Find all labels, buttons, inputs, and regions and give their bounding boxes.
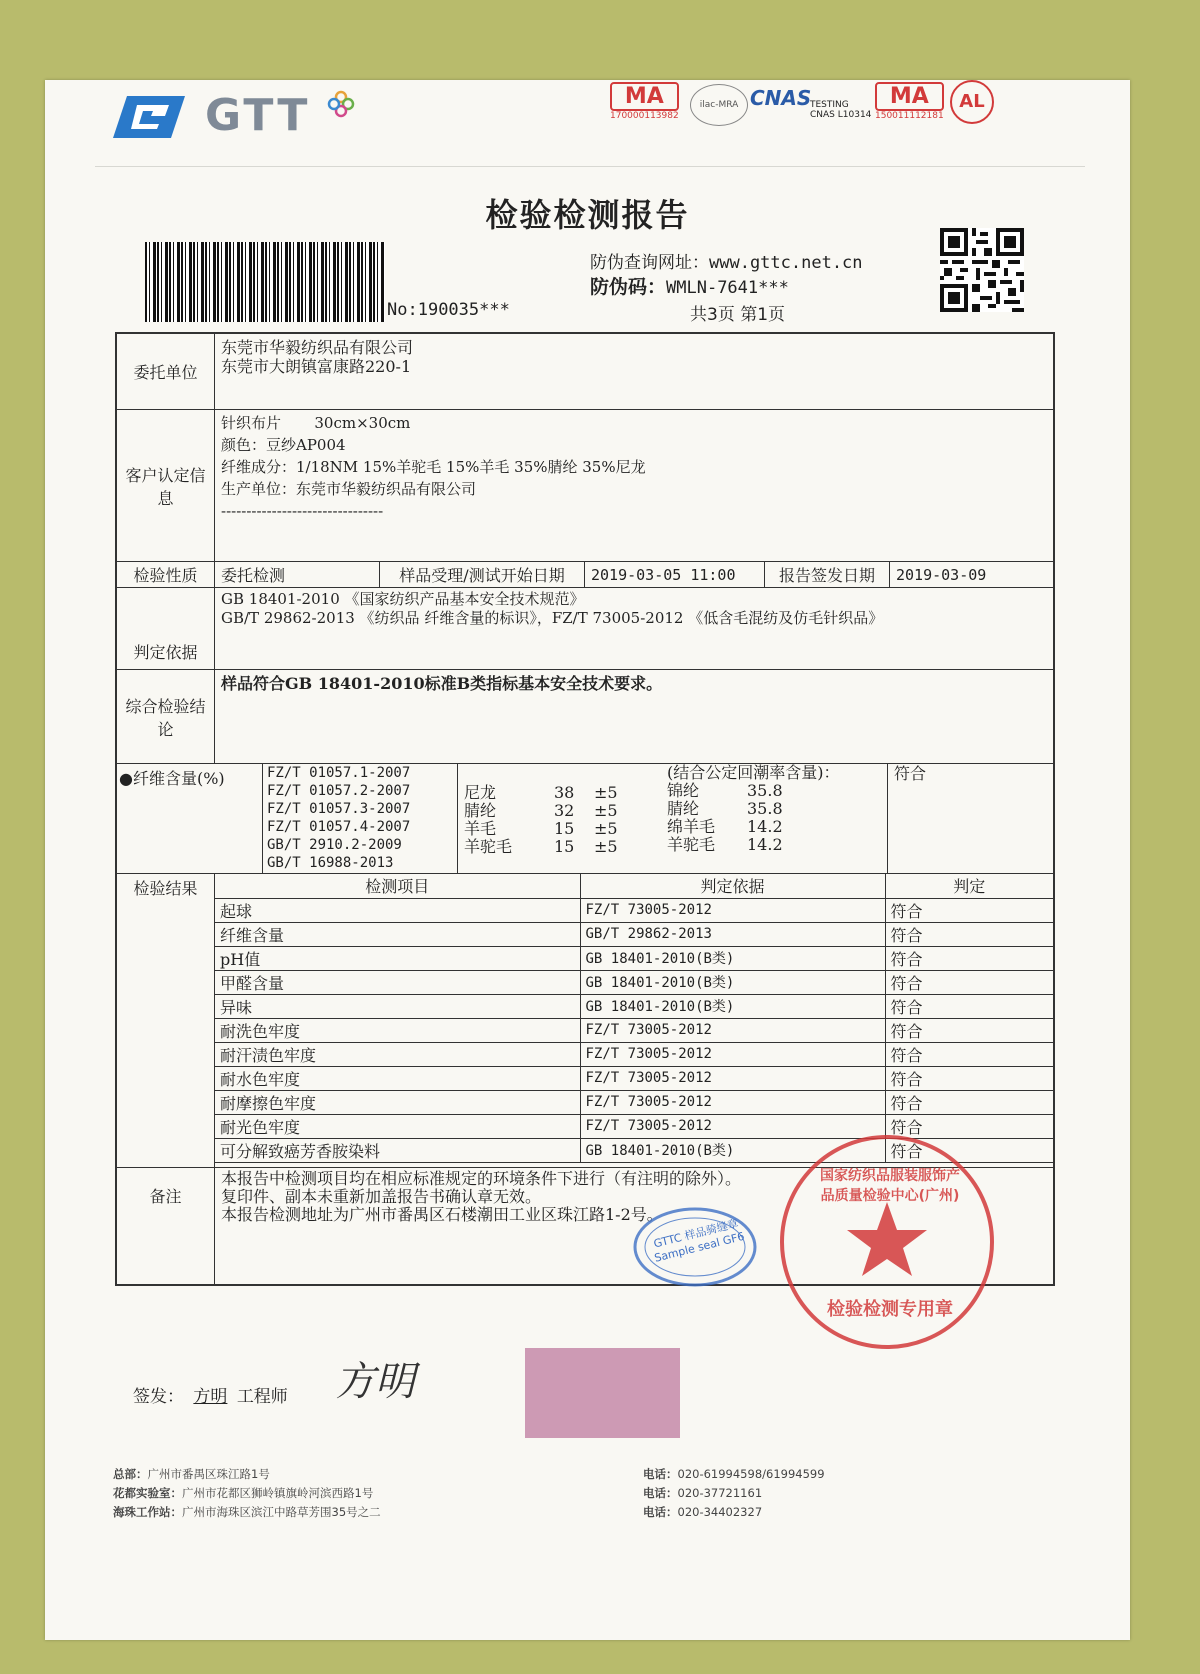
fiber-entry: 腈纶 32 ±5: [464, 801, 618, 820]
result-verdict: 符合: [885, 898, 1053, 922]
handwritten-signature: 方明: [335, 1359, 415, 1405]
ilac-mra-mark: ilac-MRA: [690, 84, 748, 126]
fiber-label: ●纤维含量(%): [117, 764, 263, 873]
fiber-row: [117, 764, 1053, 874]
sample-info: [215, 410, 652, 561]
sample-row: [117, 410, 1053, 562]
result-row: [215, 898, 1053, 922]
header-verdict: 判定: [885, 874, 1053, 898]
result-verdict: 符合: [885, 946, 1053, 970]
result-verdict: 符合: [885, 994, 1053, 1018]
header-divider: [95, 166, 1085, 167]
moisture-entry: 羊驼毛 14.2: [667, 835, 783, 854]
cal-mark: AL: [950, 80, 994, 124]
moisture-title: (结合公定回潮率含量)：: [667, 763, 840, 782]
result-basis: GB/T 29862-2013: [580, 922, 885, 946]
basis-line-1: GB 18401-2010 《国家纺织产品基本安全技术规范》: [221, 590, 585, 608]
remarks-line-3: 本报告检测地址为广州市番禺区石楼潮田工业区珠江路1-2号。: [221, 1205, 663, 1224]
fiber-entry: 尼龙 38 ±5: [464, 783, 618, 802]
header-basis: 判定依据: [580, 874, 885, 898]
result-item: 甲醛含量: [215, 970, 580, 994]
result-basis: FZ/T 73005-2012: [580, 1090, 885, 1114]
result-basis: GB 18401-2010(B类): [580, 1138, 885, 1162]
signer-title: 工程师: [236, 1387, 288, 1407]
client-address: 东莞市大朗镇富康路220-1: [221, 357, 412, 376]
results-table-wrap: [215, 874, 1053, 1167]
result-verdict: 符合: [885, 1042, 1053, 1066]
result-row: [215, 970, 1053, 994]
cma-mark-2: MA 150011112181: [875, 84, 944, 121]
fiber-percentages: [458, 764, 663, 873]
footer-haizhu: 海珠工作站：广州市海珠区滨江中路草芳围35号之二: [113, 1505, 381, 1519]
conclusion-value: 样品符合GB 18401-2010标准B类指标基本安全技术要求。: [221, 674, 663, 693]
result-verdict: 符合: [885, 1066, 1053, 1090]
footer-phone: 电话：020-37721161: [643, 1486, 763, 1500]
cnas-testing-mark: TESTING CNAS L10314: [810, 100, 872, 120]
conclusion-row: [117, 670, 1053, 764]
red-stamp-text: 国家纺织品服装服饰产品质量检验中心(广州): [820, 1168, 960, 1204]
remarks-label: 备注: [117, 1168, 215, 1284]
gtt-logo-icon: [113, 94, 185, 140]
footer-huadu: 花都实验室：广州市花都区狮岭镇旗岭河滨西路1号: [113, 1486, 374, 1500]
fiber-standard: FZ/T 01057.4-2007: [267, 819, 411, 835]
fiber-moisture: [663, 764, 888, 873]
red-stamp-bottom: 检验检测专用章: [827, 1299, 953, 1320]
result-verdict: 符合: [885, 1138, 1053, 1162]
cma-mark-1: MA 170000113982: [610, 84, 679, 121]
result-item: 耐洗色牢度: [215, 1018, 580, 1042]
client-info: [215, 334, 419, 409]
basis-line-2: GB/T 29862-2013 《纺织品 纤维含量的标识》，FZ/T 73005-2012 《低含毛混纺及仿毛针织品》: [221, 609, 884, 627]
result-item: 耐摩擦色牢度: [215, 1090, 580, 1114]
client-label: 委托单位: [117, 334, 215, 409]
result-basis: GB 18401-2010(B类): [580, 970, 885, 994]
issue-date-label: 报告签发日期: [765, 562, 890, 587]
result-verdict: 符合: [885, 922, 1053, 946]
client-name: 东莞市华毅纺织品有限公司: [221, 338, 414, 357]
signature-label: 签发：: [133, 1387, 184, 1407]
fiber-standard: GB/T 2910.2-2009: [267, 837, 402, 853]
result-basis: FZ/T 73005-2012: [580, 1042, 885, 1066]
report-page: [45, 80, 1130, 1640]
sample-line-4: 生产单位：东莞市华毅纺织品有限公司: [221, 480, 477, 498]
result-item: pH值: [215, 946, 580, 970]
signature-line: [133, 1382, 288, 1407]
client-row: [117, 334, 1053, 410]
page-count: 共3页 第1页: [690, 305, 786, 325]
blue-seal-text: GTTC 样品骑缝章 Sample seal GF6: [652, 1216, 746, 1265]
fiber-entry: 羊驼毛 15 ±5: [464, 837, 618, 856]
results-label: 检验结果: [117, 874, 215, 1167]
result-item: 耐光色牢度: [215, 1114, 580, 1138]
remarks-line-1: 本报告中检测项目均在相应标准规定的环境条件下进行（有注明的除外）。: [221, 1169, 742, 1188]
nature-label: 检验性质: [117, 562, 215, 587]
result-item: 异味: [215, 994, 580, 1018]
result-basis: GB 18401-2010(B类): [580, 946, 885, 970]
result-row: [215, 1090, 1053, 1114]
date-value: 2019-03-05 11:00: [585, 562, 765, 587]
fiber-standards: [263, 764, 458, 873]
result-basis: FZ/T 73005-2012: [580, 1018, 885, 1042]
moisture-entry: 腈纶 35.8: [667, 799, 783, 818]
result-item: 耐水色牢度: [215, 1066, 580, 1090]
fiber-standard: FZ/T 01057.3-2007: [267, 801, 411, 817]
sample-line-3: 纤维成分：1/18NM 15%羊驼毛 15%羊毛 35%腈纶 35%尼龙: [221, 458, 646, 476]
conclusion-label: 综合检验结论: [117, 670, 215, 763]
result-row: [215, 1066, 1053, 1090]
red-inspection-stamp: [775, 1130, 1000, 1355]
fiber-standard: FZ/T 01057.2-2007: [267, 783, 411, 799]
header-item: 检测项目: [215, 874, 580, 898]
footer-hq: 总部：广州市番禺区珠江路1号: [113, 1467, 270, 1481]
result-verdict: 符合: [885, 970, 1053, 994]
qr-code-icon: [940, 228, 1024, 312]
nature-value: 委托检测: [215, 562, 380, 587]
result-verdict: 符合: [885, 1090, 1053, 1114]
report-number: No:190035***: [387, 300, 510, 320]
result-basis: FZ/T 73005-2012: [580, 898, 885, 922]
result-row: [215, 1042, 1053, 1066]
anti-fake-url: 防伪查询网址：www.gttc.net.cn: [590, 253, 863, 273]
results-table: [215, 874, 1053, 1163]
basis-label: 判定依据: [117, 588, 215, 669]
anti-fake-code: 防伪码：WMLN-7641***: [590, 276, 789, 298]
footer-phones: [643, 1465, 825, 1522]
moisture-entry: 绵羊毛 14.2: [667, 817, 783, 836]
remarks-line-2: 复印件、副本未重新加盖报告书确认章无效。: [221, 1187, 542, 1206]
sample-line-1: 针织布片 30cm×30cm: [221, 414, 411, 432]
issue-date-value: 2019-03-09: [896, 565, 987, 584]
results-header-row: [215, 874, 1053, 898]
result-verdict: 符合: [885, 1114, 1053, 1138]
basis-row: [117, 588, 1053, 670]
result-item: 纤维含量: [215, 922, 580, 946]
result-basis: FZ/T 73005-2012: [580, 1066, 885, 1090]
result-basis: FZ/T 73005-2012: [580, 1114, 885, 1138]
fiber-standard: GB/T 16988-2013: [267, 855, 394, 871]
result-item: 起球: [215, 898, 580, 922]
footer-phone: 电话：020-61994598/61994599: [643, 1467, 825, 1481]
date-label: 样品受理/测试开始日期: [380, 562, 585, 587]
flower-logo-icon: [327, 90, 355, 118]
result-basis: GB 18401-2010(B类): [580, 994, 885, 1018]
footer-addresses: [113, 1465, 381, 1522]
sample-label: 客户认定信息: [117, 410, 215, 561]
signer-name: 方明: [193, 1387, 228, 1407]
sample-line-2: 颜色：豆纱AP004: [221, 436, 346, 454]
cnas-mark: CNAS: [750, 86, 812, 110]
result-row: [215, 946, 1053, 970]
footer-phone: 电话：020-34402327: [643, 1505, 763, 1519]
basis-info: [215, 588, 889, 669]
result-verdict: 符合: [885, 1018, 1053, 1042]
fiber-verdict: 符合: [894, 764, 927, 783]
redacted-area: [525, 1348, 680, 1438]
sample-line-5: --------------------------------: [221, 502, 384, 520]
results-row: [117, 874, 1053, 1168]
moisture-entry: 锦纶 35.8: [667, 781, 783, 800]
report-title: 检验检测报告: [485, 196, 690, 234]
nature-row: [117, 562, 1053, 588]
gtt-logo-text: GTT: [205, 90, 311, 141]
result-item: 可分解致癌芳香胺染料: [215, 1138, 580, 1162]
result-item: 耐汗渍色牢度: [215, 1042, 580, 1066]
barcode: [145, 242, 385, 322]
fiber-entry: 羊毛 15 ±5: [464, 819, 618, 838]
result-row: [215, 922, 1053, 946]
result-row: [215, 1018, 1053, 1042]
fiber-standard: FZ/T 01057.1-2007: [267, 765, 411, 781]
result-row: [215, 994, 1053, 1018]
